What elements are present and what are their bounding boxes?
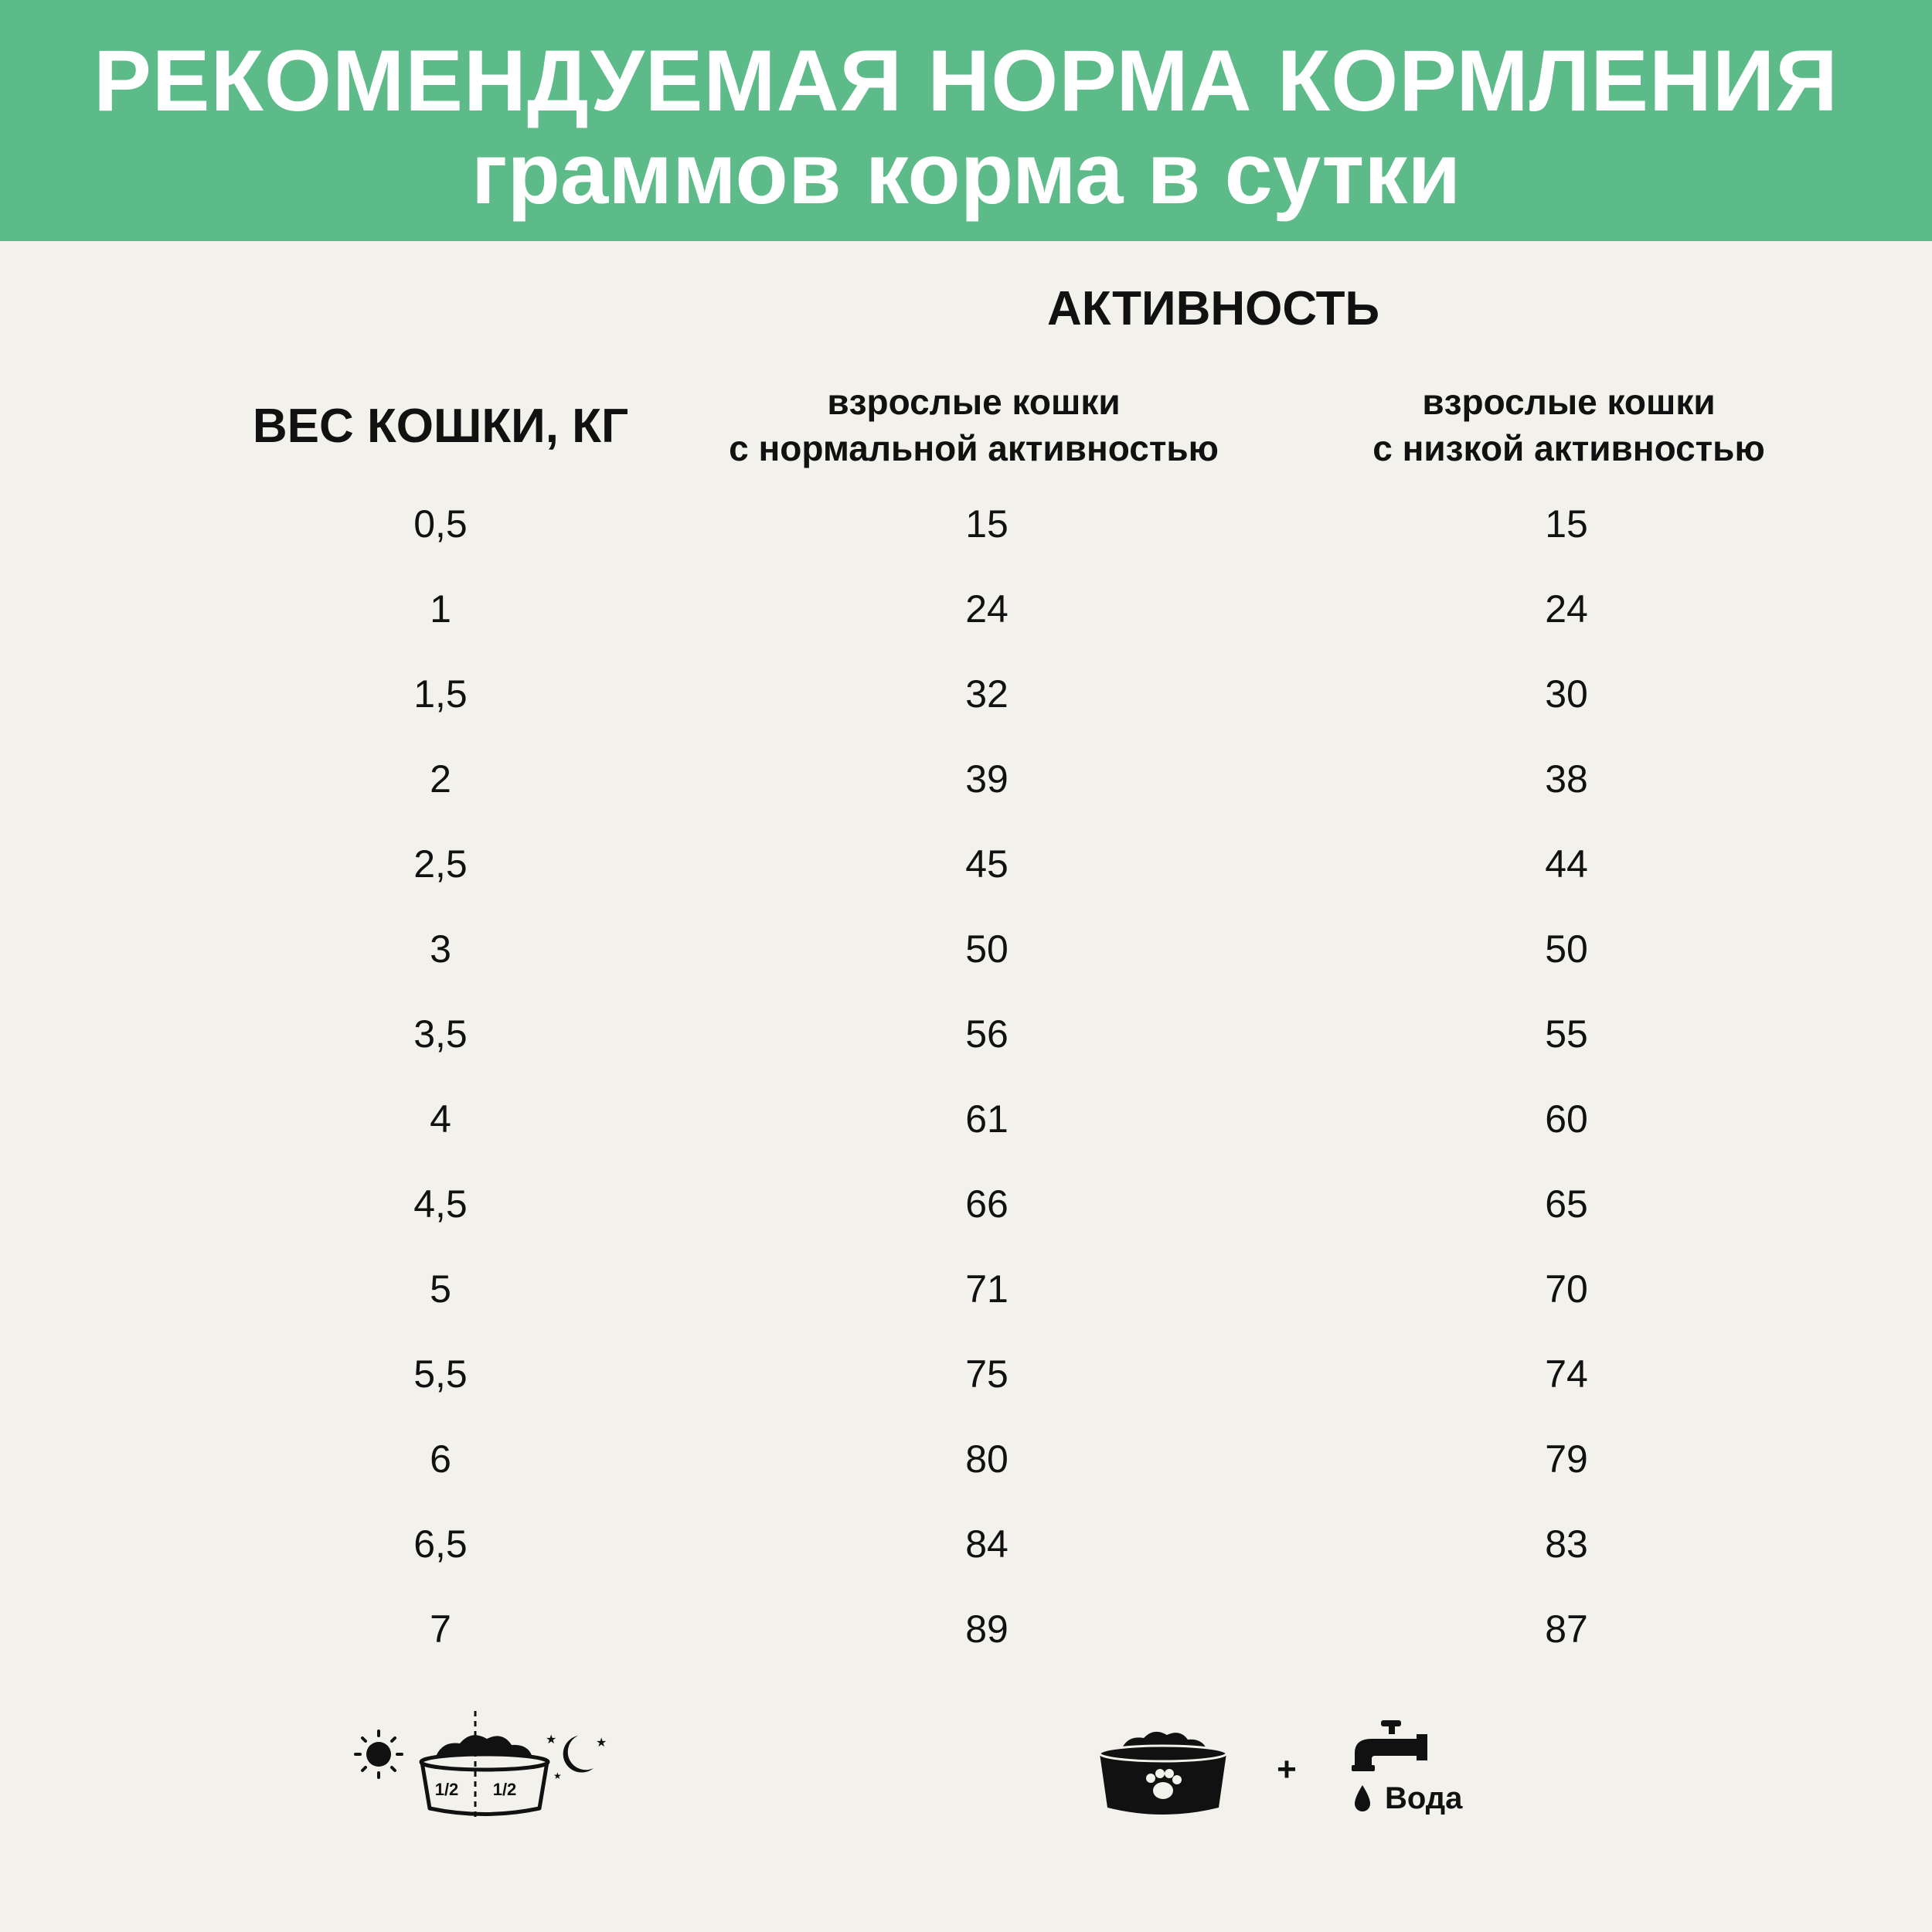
weight-cell: 5 (430, 1267, 451, 1311)
normal-activity-cell: 61 (965, 1097, 1009, 1141)
normal-activity-cell: 39 (965, 757, 1009, 801)
table-row (0, 1003, 1932, 1088)
svg-text:★: ★ (546, 1732, 557, 1747)
feeding-table-body (0, 493, 1932, 1683)
weight-cell: 1 (430, 587, 451, 631)
low-activity-cell: 30 (1545, 672, 1588, 716)
normal-activity-cell: 89 (965, 1607, 1009, 1651)
normal-activity-cell: 71 (965, 1267, 1009, 1311)
split-left-label: 1/2 (434, 1780, 459, 1799)
normal-activity-cell: 24 (965, 587, 1009, 631)
normal-activity-cell: 50 (965, 927, 1009, 971)
water-drop-icon (1355, 1785, 1370, 1811)
sun-icon (355, 1731, 402, 1777)
weight-cell: 6 (430, 1437, 451, 1481)
header-banner (0, 0, 1932, 241)
table-row (0, 1343, 1932, 1428)
low-activity-cell: 55 (1545, 1012, 1588, 1056)
weight-cell: 3 (430, 927, 451, 971)
normal-activity-cell: 32 (965, 672, 1009, 716)
low-activity-cell: 38 (1545, 757, 1588, 801)
svg-text:★: ★ (553, 1770, 562, 1781)
page-title: РЕКОМЕНДУЕМАЯ НОРМА КОРМЛЕНИЯ (94, 32, 1838, 129)
water-label: Вода (1385, 1781, 1463, 1815)
weight-cell: 7 (430, 1607, 451, 1651)
table-row (0, 748, 1932, 833)
weight-column-header: ВЕС КОШКИ, КГ (252, 400, 629, 453)
table-row (0, 1513, 1932, 1598)
low-activity-cell: 65 (1545, 1182, 1588, 1226)
moon-icon (546, 1732, 607, 1781)
table-row (0, 663, 1932, 748)
weight-cell: 6,5 (413, 1522, 468, 1566)
table-row (0, 833, 1932, 918)
table-row (0, 493, 1932, 578)
low-activity-cell: 15 (1545, 502, 1588, 546)
activity-group-header: АКТИВНОСТЬ (1046, 282, 1380, 335)
normal-header-line-1: взрослые кошки (827, 382, 1121, 422)
weight-cell: 3,5 (413, 1012, 468, 1056)
low-activity-cell: 74 (1545, 1352, 1588, 1396)
day-night-split-bowl-icon (348, 1708, 618, 1824)
low-activity-column-header (1298, 379, 1839, 471)
weight-cell: 1,5 (413, 672, 468, 716)
split-right-label: 1/2 (492, 1780, 517, 1799)
weight-cell: 5,5 (413, 1352, 468, 1396)
table-row (0, 1428, 1932, 1513)
normal-activity-cell: 75 (965, 1352, 1009, 1396)
table-row (0, 1088, 1932, 1173)
table-row (0, 1598, 1932, 1683)
table-row (0, 1258, 1932, 1343)
normal-activity-cell: 66 (965, 1182, 1009, 1226)
page-subtitle: граммов корма в сутки (471, 125, 1461, 222)
normal-header-line-2: с нормальной активностью (729, 428, 1219, 468)
weight-cell: 2,5 (413, 842, 468, 886)
normal-activity-cell: 80 (965, 1437, 1009, 1481)
low-activity-cell: 44 (1545, 842, 1588, 886)
normal-activity-cell: 56 (965, 1012, 1009, 1056)
low-activity-cell: 70 (1545, 1267, 1588, 1311)
low-activity-cell: 87 (1545, 1607, 1588, 1651)
table-row (0, 1173, 1932, 1258)
low-activity-cell: 24 (1545, 587, 1588, 631)
low-activity-cell: 50 (1545, 927, 1588, 971)
paw-bowl-icon (1094, 1727, 1233, 1820)
low-activity-cell: 83 (1545, 1522, 1588, 1566)
table-row (0, 578, 1932, 663)
table-row (0, 918, 1932, 1003)
weight-cell: 4,5 (413, 1182, 468, 1226)
normal-activity-cell: 84 (965, 1522, 1009, 1566)
weight-cell: 0,5 (413, 502, 468, 546)
low-activity-cell: 79 (1545, 1437, 1588, 1481)
low-header-line-1: взрослые кошки (1422, 382, 1716, 422)
normal-activity-cell: 45 (965, 842, 1009, 886)
svg-text:★: ★ (596, 1735, 607, 1750)
weight-cell: 4 (430, 1097, 451, 1141)
normal-activity-cell: 15 (965, 502, 1009, 546)
weight-cell: 2 (430, 757, 451, 801)
low-activity-cell: 60 (1545, 1097, 1588, 1141)
low-header-line-2: с низкой активностью (1372, 428, 1765, 468)
normal-activity-column-header (665, 379, 1283, 471)
plus-sign: + (1277, 1750, 1297, 1788)
